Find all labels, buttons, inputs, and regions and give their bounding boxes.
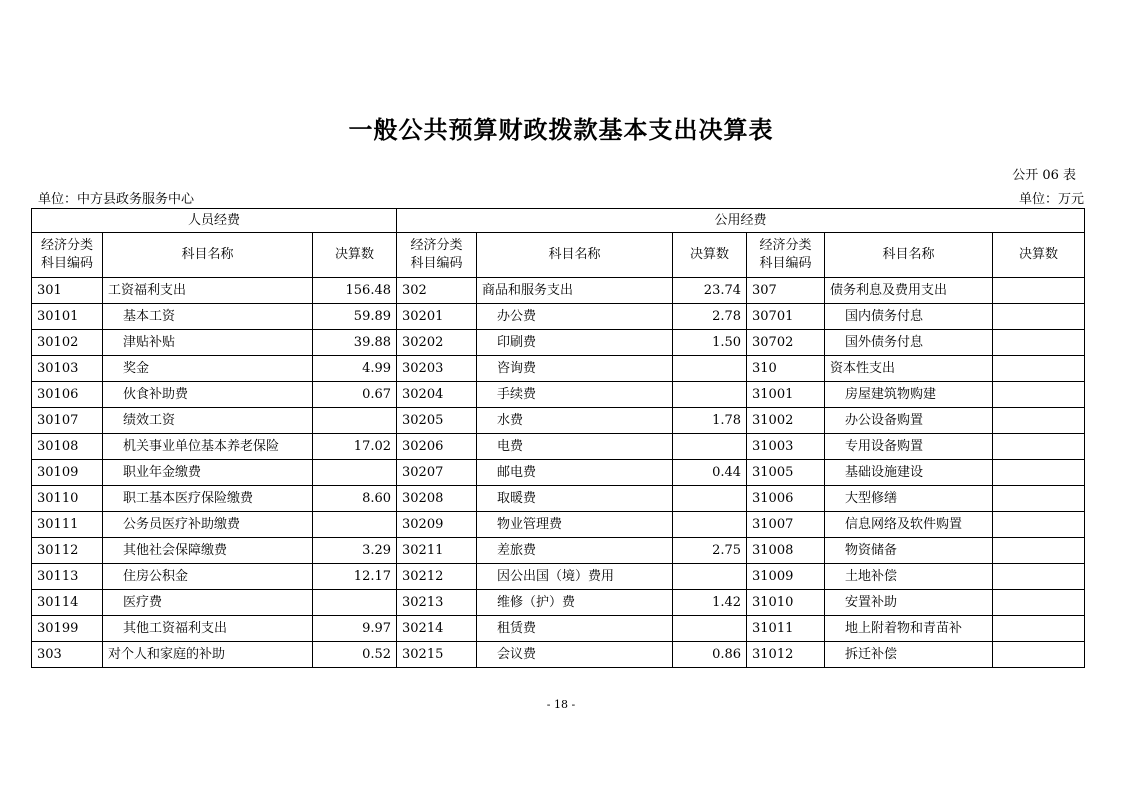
item-name-cell: 办公设备购置 [825,408,993,434]
item-name-cell: 资本性支出 [825,356,993,382]
amount-cell [993,512,1085,538]
code-cell: 30101 [32,304,103,330]
amount-cell: 4.99 [313,356,397,382]
code-cell: 30701 [747,304,825,330]
table-row [32,564,1085,590]
amount-cell [993,616,1085,642]
item-name-cell: 住房公积金 [103,564,313,590]
item-name-cell: 咨询费 [477,356,673,382]
column-header-row [32,233,1085,278]
amount-cell [993,330,1085,356]
item-name-cell: 会议费 [477,642,673,668]
code-cell: 30702 [747,330,825,356]
amount-cell [673,356,747,382]
unit-currency: 单位：万元 [1018,192,1084,207]
item-name-cell: 基本工资 [103,304,313,330]
code-cell: 30106 [32,382,103,408]
code-cell: 31006 [747,486,825,512]
item-name-cell: 奖金 [103,356,313,382]
table-row [32,512,1085,538]
amount-cell: 12.17 [313,564,397,590]
code-cell: 31003 [747,434,825,460]
amount-cell [993,486,1085,512]
item-name-cell: 邮电费 [477,460,673,486]
item-name-cell: 拆迁补偿 [825,642,993,668]
code-cell: 30202 [397,330,477,356]
item-name-cell: 物资储备 [825,538,993,564]
item-name-cell: 职工基本医疗保险缴费 [103,486,313,512]
amount-cell [993,460,1085,486]
table-body [32,278,1085,668]
header-amount: 决算数 [993,233,1085,278]
code-cell: 30213 [397,590,477,616]
code-cell: 310 [747,356,825,382]
item-name-cell: 其他社会保障缴费 [103,538,313,564]
code-cell: 31005 [747,460,825,486]
code-cell: 30203 [397,356,477,382]
code-cell: 30108 [32,434,103,460]
table-row [32,642,1085,668]
item-name-cell: 信息网络及软件购置 [825,512,993,538]
group-public: 公用经费 [397,209,1085,233]
code-cell: 30112 [32,538,103,564]
item-name-cell: 绩效工资 [103,408,313,434]
amount-cell [673,382,747,408]
code-cell: 31007 [747,512,825,538]
item-name-cell: 差旅费 [477,538,673,564]
budget-table [31,208,1085,668]
code-cell: 30209 [397,512,477,538]
item-name-cell: 专用设备购置 [825,434,993,460]
item-name-cell: 其他工资福利支出 [103,616,313,642]
amount-cell: 1.50 [673,330,747,356]
item-name-cell: 维修（护）费 [477,590,673,616]
amount-cell [993,382,1085,408]
amount-cell: 59.89 [313,304,397,330]
code-cell: 31009 [747,564,825,590]
code-cell: 301 [32,278,103,304]
table-row [32,616,1085,642]
code-cell: 30102 [32,330,103,356]
table-row [32,382,1085,408]
code-cell: 30113 [32,564,103,590]
item-name-cell: 印刷费 [477,330,673,356]
item-name-cell: 大型修缮 [825,486,993,512]
code-cell: 30208 [397,486,477,512]
code-cell: 31002 [747,408,825,434]
item-name-cell: 伙食补助费 [103,382,313,408]
code-cell: 30109 [32,460,103,486]
item-name-cell: 公务员医疗补助缴费 [103,512,313,538]
item-name-cell: 物业管理费 [477,512,673,538]
amount-cell: 156.48 [313,278,397,304]
code-cell: 30211 [397,538,477,564]
item-name-cell: 对个人和家庭的补助 [103,642,313,668]
code-cell: 30111 [32,512,103,538]
header-amount: 决算数 [673,233,747,278]
header-code: 经济分类 科目编码 [32,233,103,278]
amount-cell [313,512,397,538]
form-number: 公开 06 表 [1012,168,1076,183]
header-name: 科目名称 [825,233,993,278]
table-row [32,460,1085,486]
amount-cell [673,564,747,590]
unit-organization: 单位：中方县政务服务中心 [38,192,195,207]
amount-cell [673,486,747,512]
item-name-cell: 取暖费 [477,486,673,512]
item-name-cell: 电费 [477,434,673,460]
amount-cell [313,590,397,616]
group-header-row [32,209,1085,233]
table-row [32,434,1085,460]
item-name-cell: 租赁费 [477,616,673,642]
code-cell: 30212 [397,564,477,590]
amount-cell [993,642,1085,668]
code-cell: 303 [32,642,103,668]
amount-cell: 0.44 [673,460,747,486]
header-name: 科目名称 [103,233,313,278]
table-row [32,590,1085,616]
item-name-cell: 基础设施建设 [825,460,993,486]
item-name-cell: 国外债务付息 [825,330,993,356]
table-row [32,278,1085,304]
code-cell: 30214 [397,616,477,642]
amount-cell: 2.75 [673,538,747,564]
amount-cell: 8.60 [313,486,397,512]
group-personnel: 人员经费 [32,209,397,233]
amount-cell [673,512,747,538]
code-cell: 30110 [32,486,103,512]
amount-cell [993,356,1085,382]
table-row [32,408,1085,434]
header-code: 经济分类 科目编码 [747,233,825,278]
item-name-cell: 土地补偿 [825,564,993,590]
item-name-cell: 国内债务付息 [825,304,993,330]
table-row [32,486,1085,512]
item-name-cell: 机关事业单位基本养老保险 [103,434,313,460]
table-row [32,538,1085,564]
amount-cell: 3.29 [313,538,397,564]
code-cell: 31010 [747,590,825,616]
amount-cell [993,590,1085,616]
item-name-cell: 医疗费 [103,590,313,616]
page-number: - 18 - [546,698,576,711]
amount-cell [313,408,397,434]
amount-cell: 0.52 [313,642,397,668]
code-cell: 30199 [32,616,103,642]
amount-cell [313,460,397,486]
amount-cell [673,616,747,642]
item-name-cell: 因公出国（境）费用 [477,564,673,590]
code-cell: 31001 [747,382,825,408]
amount-cell: 0.86 [673,642,747,668]
amount-cell [993,408,1085,434]
code-cell: 30114 [32,590,103,616]
item-name-cell: 水费 [477,408,673,434]
code-cell: 302 [397,278,477,304]
amount-cell [993,564,1085,590]
code-cell: 30207 [397,460,477,486]
code-cell: 31011 [747,616,825,642]
item-name-cell: 办公费 [477,304,673,330]
code-cell: 30201 [397,304,477,330]
amount-cell [673,434,747,460]
item-name-cell: 手续费 [477,382,673,408]
amount-cell: 17.02 [313,434,397,460]
item-name-cell: 商品和服务支出 [477,278,673,304]
code-cell: 30204 [397,382,477,408]
item-name-cell: 房屋建筑物购建 [825,382,993,408]
code-cell: 30215 [397,642,477,668]
amount-cell [993,538,1085,564]
item-name-cell: 债务利息及费用支出 [825,278,993,304]
code-cell: 30107 [32,408,103,434]
amount-cell [993,304,1085,330]
amount-cell: 2.78 [673,304,747,330]
item-name-cell: 津贴补贴 [103,330,313,356]
table-row [32,304,1085,330]
amount-cell: 0.67 [313,382,397,408]
page-title: 一般公共预算财政拨款基本支出决算表 [348,116,774,144]
code-cell: 30206 [397,434,477,460]
header-amount: 决算数 [313,233,397,278]
code-cell: 30103 [32,356,103,382]
amount-cell: 9.97 [313,616,397,642]
item-name-cell: 安置补助 [825,590,993,616]
amount-cell: 23.74 [673,278,747,304]
code-cell: 30205 [397,408,477,434]
table-row [32,330,1085,356]
amount-cell [993,278,1085,304]
header-name: 科目名称 [477,233,673,278]
item-name-cell: 职业年金缴费 [103,460,313,486]
header-code: 经济分类 科目编码 [397,233,477,278]
amount-cell: 1.42 [673,590,747,616]
amount-cell [993,434,1085,460]
code-cell: 31012 [747,642,825,668]
code-cell: 31008 [747,538,825,564]
table-row [32,356,1085,382]
code-cell: 307 [747,278,825,304]
item-name-cell: 地上附着物和青苗补 [825,616,993,642]
amount-cell: 1.78 [673,408,747,434]
item-name-cell: 工资福利支出 [103,278,313,304]
amount-cell: 39.88 [313,330,397,356]
